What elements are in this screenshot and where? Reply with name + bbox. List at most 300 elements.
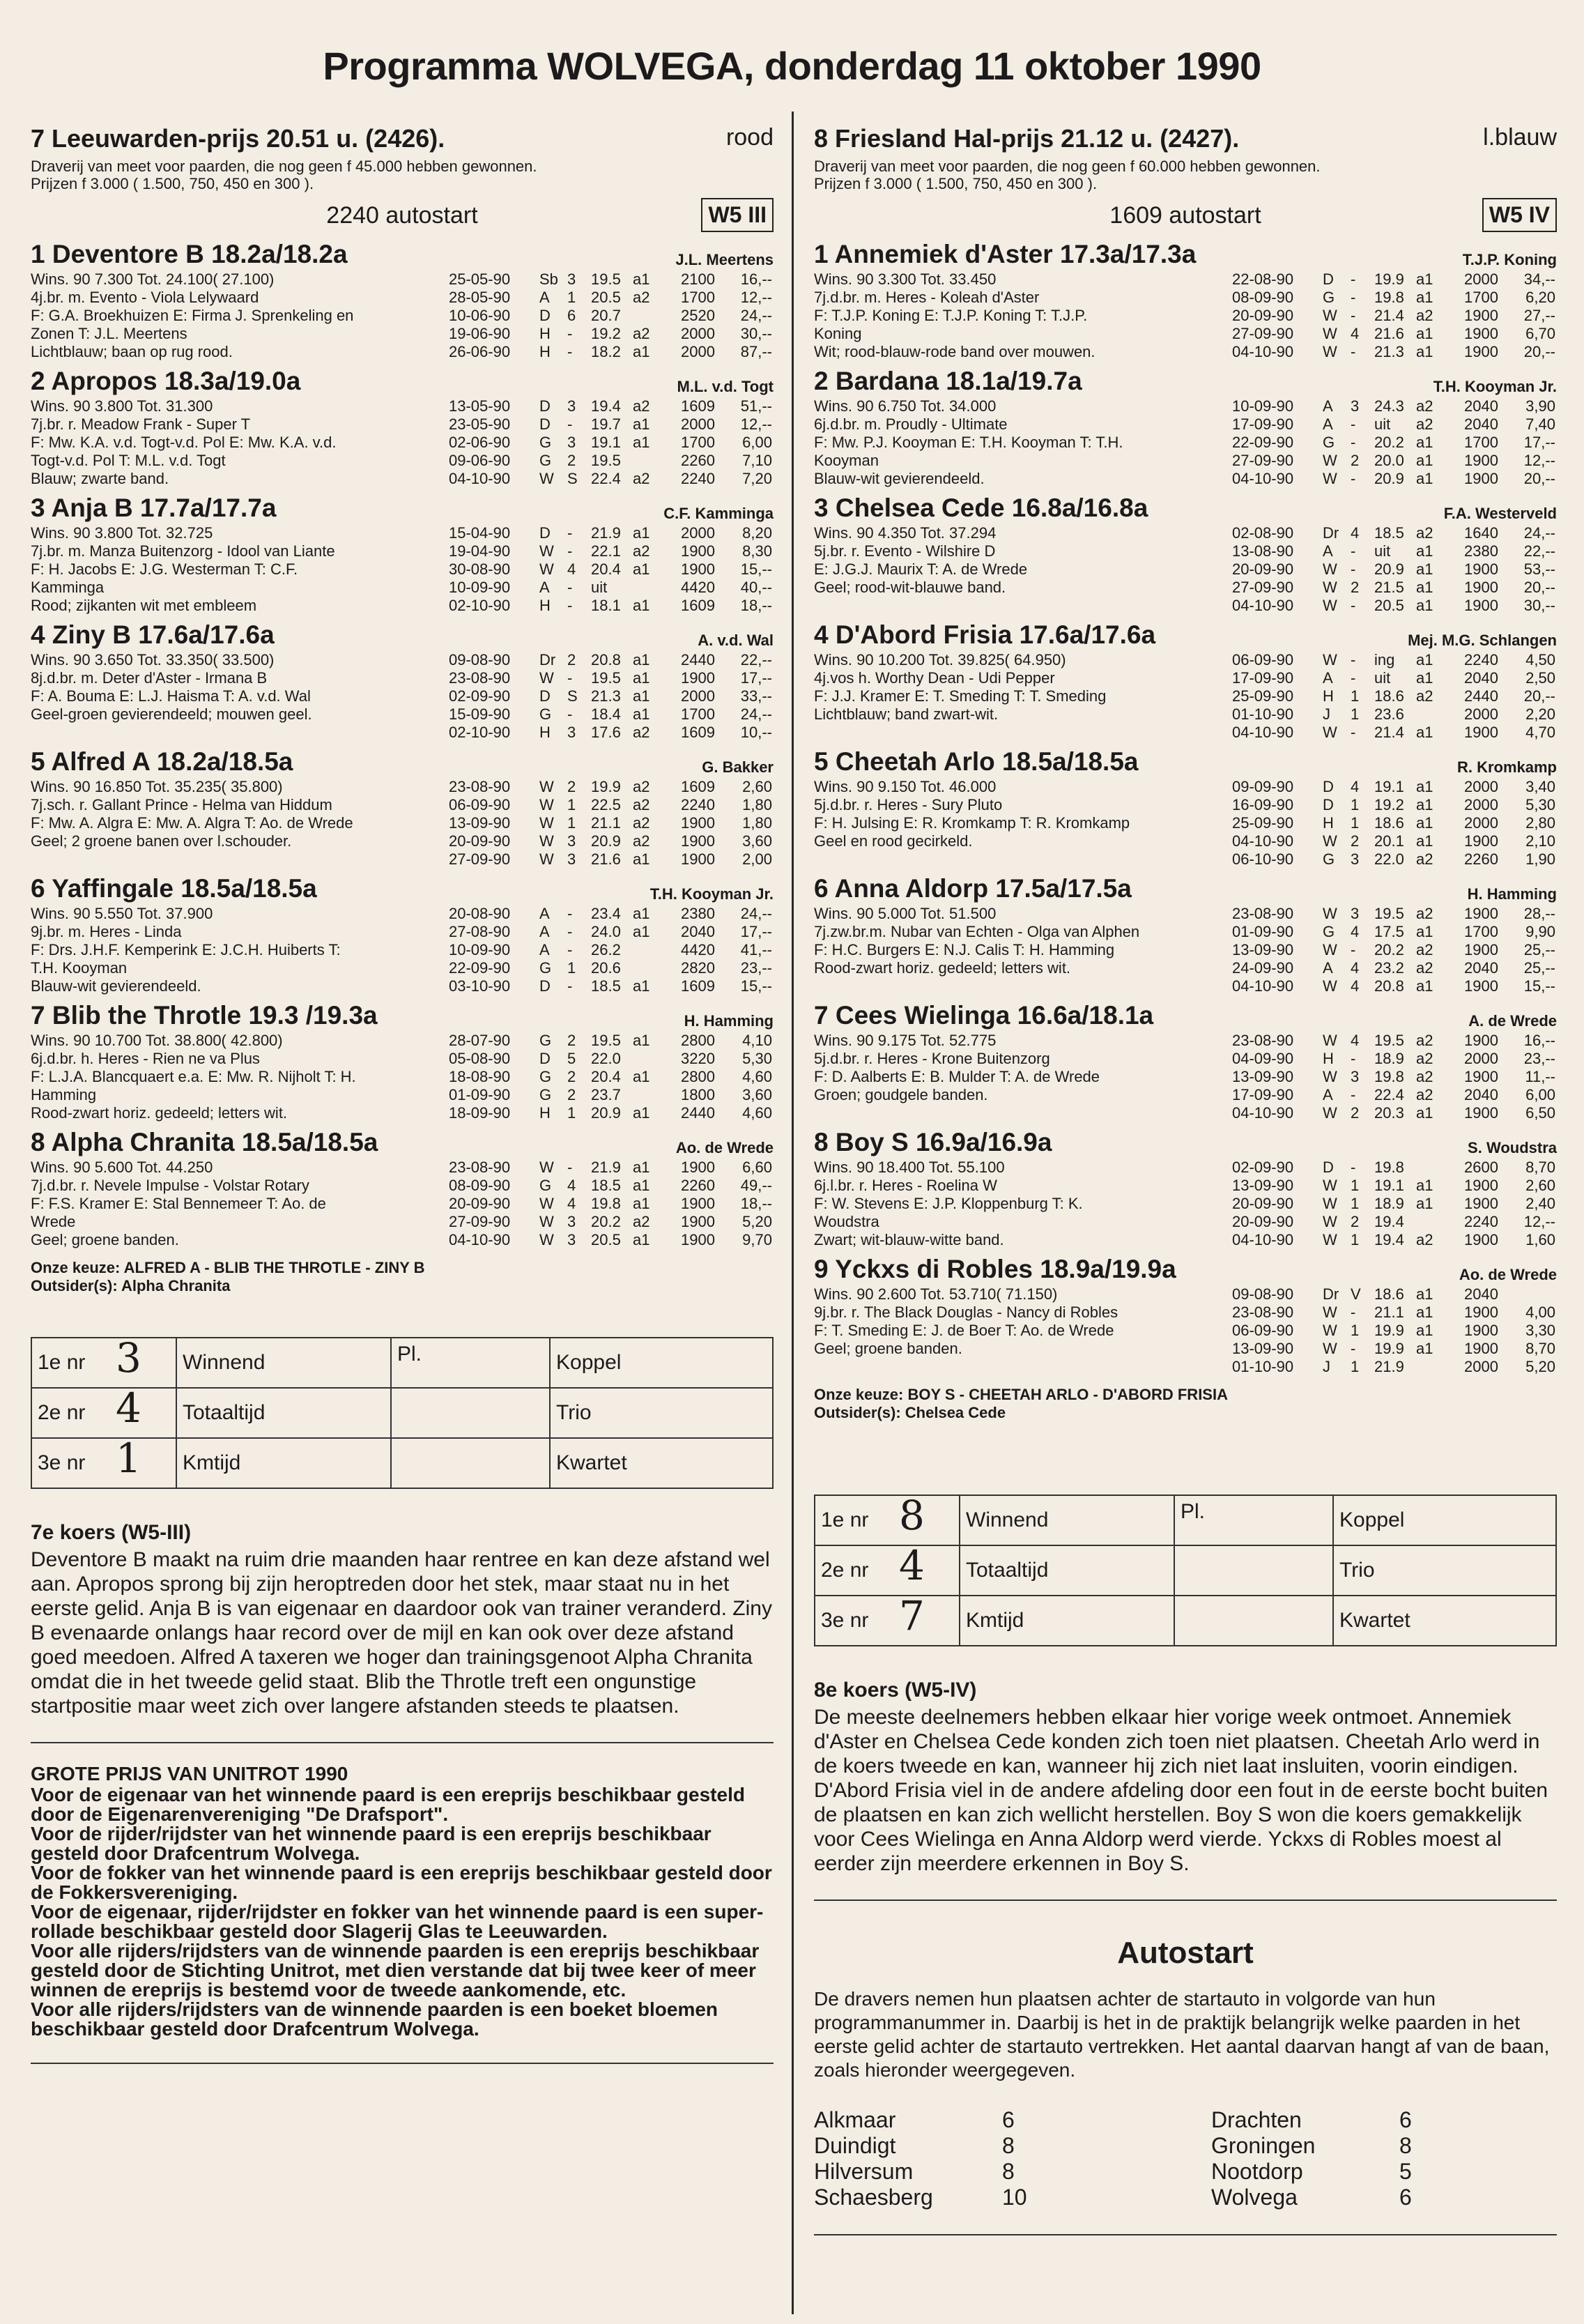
horse-info-line: Wins. 90 10.200 Tot. 39.825( 64.950) [814,651,1066,668]
result-cell: a1 [633,669,650,687]
result-row [1232,470,1555,488]
result-row [449,778,772,796]
result-cell: 2800 [681,1068,715,1085]
result-cell: G [1323,850,1335,868]
result-cell: 03-10-90 [449,977,511,995]
result-row [1232,778,1555,796]
result-row [449,1159,772,1177]
result-cell: a1 [633,1068,650,1085]
result-cell: 10,-- [740,724,772,741]
result-cell: 18.5 [591,977,621,995]
result-cell: W [1323,1304,1337,1321]
result-form [31,1334,774,1489]
race-header [31,124,774,153]
horse-info-line: Togt-v.d. Pol T: M.L. v.d. Togt [31,452,226,469]
autostart-track-list [814,2107,1557,2210]
result-cell: 6 [567,307,576,324]
horse-info-line: F: D. Aalberts E: B. Mulder T: A. de Wrede [814,1068,1100,1085]
result-cell: D [1323,778,1334,795]
result-cell: 20.4 [591,1068,621,1085]
result-cell: 3 [567,850,576,868]
horse-results-table [1232,1032,1555,1122]
result-cell: 1900 [681,1213,715,1230]
result-cell: - [1351,343,1356,360]
horse-info [814,524,1232,615]
horse-body [31,905,774,995]
horse-info-line: F: J.J. Kramer E: T. Smeding T: T. Smeding [814,687,1107,705]
result-cell: 25,-- [1523,959,1555,977]
result-cell: - [1351,415,1356,433]
result-cell: 21.4 [1374,307,1404,324]
result-cell: 06-09-90 [1232,1322,1294,1339]
result-row [449,669,772,687]
place-label [31,1384,176,1438]
result-cell: 26-06-90 [449,343,511,360]
result-cell: W [1323,1177,1337,1194]
result-cell: a2 [1416,941,1433,958]
result-cell: 1900 [1464,1231,1498,1248]
horse-results-table [449,905,772,995]
result-cell: a1 [1416,597,1433,614]
result-cell: 10-09-90 [449,579,511,596]
result-cell: 2 [567,1068,576,1085]
result-cell: W [1323,560,1337,578]
result-cell: 20-08-90 [449,905,511,922]
result-cell: J [1323,705,1330,723]
page-title: Programma WOLVEGA, donderdag 11 oktober 1990 [323,44,1261,88]
result-row [1232,560,1555,579]
result-cell: 23.4 [591,905,621,922]
horse-body [814,905,1557,995]
result-type: Kmtijd [176,1438,391,1488]
horse-info-line: Koning [814,325,862,342]
result-cell: 2040 [1464,415,1498,433]
result-row [1232,325,1555,343]
handwritten-number: 4 [116,1384,141,1432]
horse-info-line: Rood; zijkanten wit met embleem [31,597,257,614]
result-cell: W [539,796,554,813]
result-cell: W [539,1213,554,1230]
result-cell: - [567,941,573,958]
result-cell: 6,20 [1525,289,1555,306]
result-cell: a2 [1416,524,1433,542]
horse-entry [31,747,774,869]
result-cell: 19.2 [1374,796,1404,813]
bet-type: Koppel [550,1338,773,1388]
horse-name: 5 Alfred A 18.2a/18.5a [31,747,293,776]
race-prizes: Prijzen f 3.000 ( 1.500, 750, 450 en 300 ). [31,175,314,192]
bet-type: Trio [550,1388,773,1438]
horse-info-line: Wins. 90 9.150 Tot. 46.000 [814,778,997,795]
horse-entry [31,367,774,488]
result-cell: 12,-- [740,289,772,306]
track-cell: 5 [1399,2159,1412,2184]
result-cell: ing [1374,651,1395,668]
result-cell: a1 [633,1177,650,1194]
horse-info-line: Blauw-wit gevierendeeld. [814,470,985,487]
horse-info-line: 5j.d.br. r. Heres - Sury Pluto [814,796,1003,813]
horse-name: 6 Yaffingale 18.5a/18.5a [31,874,317,903]
result-cell: 18.6 [1374,687,1404,705]
result-cell: W [1323,579,1337,596]
horse-name: 4 D'Abord Frisia 17.6a/17.6a [814,620,1156,649]
result-cell: 22.0 [591,1050,621,1067]
horse-body [814,524,1557,615]
result-cell: 20-09-90 [1232,1195,1294,1212]
result-row [449,1104,772,1122]
result-row [1232,397,1555,415]
result-cell: a1 [1416,651,1433,668]
result-row [449,1032,772,1050]
result-cell: 2240 [681,470,715,487]
result-cell: 21.4 [1374,724,1404,741]
result-cell: a2 [633,832,650,850]
horse-name: 8 Alpha Chranita 18.5a/18.5a [31,1128,378,1156]
result-row [449,796,772,814]
horse-body [31,778,774,869]
result-cell: a2 [633,470,650,487]
result-cell: - [567,325,573,342]
result-row [1232,1086,1555,1104]
result-cell: 1,60 [1525,1231,1555,1248]
result-cell: 24,-- [1523,524,1555,542]
result-cell: 3,60 [742,832,772,850]
result-cell: 04-10-90 [1232,597,1294,614]
result-cell: a2 [633,724,650,741]
handwritten-number: 4 [899,1542,925,1589]
race-8-column [814,124,1557,2235]
result-cell: 23-08-90 [1232,905,1294,922]
result-cell: W [1323,1322,1337,1339]
horse-results-table [1232,651,1555,742]
result-cell: 19.5 [591,452,621,469]
result-cell: 09-06-90 [449,452,511,469]
result-row [1232,270,1555,289]
result-row [449,289,772,307]
horse-info [814,1285,1232,1376]
result-cell: uit [591,579,608,596]
result-cell: 30,-- [1523,597,1555,614]
horse-name: 2 Bardana 18.1a/19.7a [814,367,1082,395]
result-cell: A [1323,415,1333,433]
result-cell: 20,-- [1523,579,1555,596]
horse-info [814,270,1232,361]
result-cell: 4 [1351,1032,1360,1049]
result-cell: 19.5 [591,270,621,288]
result-cell: 19.8 [591,1195,621,1212]
result-cell: J [1323,1358,1330,1375]
result-cell: a1 [633,524,650,542]
result-cell: 27-09-90 [449,1213,511,1230]
result-row [1232,724,1555,742]
result-row [1232,832,1555,850]
result-cell: 18.6 [1374,1285,1404,1303]
result-row [1232,687,1555,705]
result-cell: 1700 [681,705,715,723]
race-distance: 1609 autostart [1109,202,1261,229]
track-cell: Wolvega [1211,2185,1298,2210]
horse-info [31,524,449,615]
result-cell: 20,-- [1523,343,1555,360]
horse-entry [814,747,1557,869]
result-cell: W [1323,307,1337,324]
result-cell: W [539,1231,554,1248]
result-row [449,941,772,959]
result-cell: H [539,325,551,342]
result-cell: H [539,724,551,741]
horse-results-table [1232,270,1555,361]
horse-info [31,1159,449,1249]
result-cell: 21.1 [1374,1304,1404,1321]
horse-body [31,524,774,615]
result-cell: a1 [633,1195,650,1212]
horse-info-line: Wins. 90 7.300 Tot. 24.100( 27.100) [31,270,275,288]
result-cell: S [567,687,578,705]
result-cell: a1 [1416,452,1433,469]
result-cell: 20.9 [1374,560,1404,578]
result-cell: 1 [1351,1322,1360,1339]
result-cell: a1 [1416,1104,1433,1122]
result-cell: 24-09-90 [1232,959,1294,977]
result-cell: 13-09-90 [1232,1177,1294,1194]
result-cell: 19.8 [1374,1159,1404,1176]
result-row [449,687,772,705]
handwritten-number: 7 [899,1592,925,1639]
result-cell: G [539,1177,552,1194]
horse-info-line: Lichtblauw; band zwart-wit. [814,705,999,723]
horse-entry [31,240,774,361]
horse-entry [31,874,774,995]
horse-info [814,778,1232,869]
track-cell: Duindigt [814,2133,896,2158]
result-cell: a1 [1416,343,1433,360]
place-column [391,1438,550,1488]
horse-info-line: 9j.br. m. Heres - Linda [31,923,182,940]
result-cell: Dr [1323,1285,1339,1303]
result-cell: 13-08-90 [1232,542,1294,560]
result-cell: 27,-- [1523,307,1555,324]
result-cell: 23-08-90 [449,669,511,687]
result-cell: - [1351,597,1356,614]
race-condition: Draverij van meet voor paarden, die nog geen f 60.000 hebben gewonnen. [814,158,1321,175]
result-cell: a2 [633,1213,650,1230]
result-cell: 2000 [681,687,715,705]
result-cell: a1 [633,1104,650,1122]
horse-info-line: Kamminga [31,579,105,596]
race-condition: Draverij van meet voor paarden, die nog geen f 45.000 hebben gewonnen. [31,158,537,175]
result-cell: 19.5 [591,1032,621,1049]
track-cell: 6 [1399,2185,1412,2210]
result-cell: 27-09-90 [1232,452,1294,469]
result-cell: 2 [567,651,576,668]
result-cell: W [539,470,554,487]
track-cell: Alkmaar [814,2107,896,2132]
result-cell: - [567,597,573,614]
result-cell: 20.5 [1374,597,1404,614]
result-cell: W [1323,1032,1337,1049]
result-cell: H [539,1104,551,1122]
horse-body [814,778,1557,869]
place-number-label: 3e nr [821,1609,869,1632]
result-cell: D [1323,796,1334,813]
result-cell: a1 [1416,560,1433,578]
section-rule [814,2234,1557,2235]
horse-info-line: 5j.br. r. Evento - Wilshire D [814,542,996,560]
result-cell: 2040 [1464,1285,1498,1303]
result-cell: 19.5 [1374,905,1404,922]
result-cell: Dr [539,651,556,668]
horse-name: 7 Blib the Throtle 19.3 /19.3a [31,1001,378,1030]
result-row [1232,415,1555,434]
our-choice [814,1386,1557,1422]
result-cell: 25,-- [1523,941,1555,958]
result-cell: 02-09-90 [1232,1159,1294,1176]
result-cell: H [539,597,551,614]
horse-info-line: Lichtblauw; baan op rug rood. [31,343,233,360]
result-cell: 17-09-90 [1232,415,1294,433]
result-cell: 2800 [681,1032,715,1049]
result-cell: a1 [633,1231,650,1248]
result-cell: 28-07-90 [449,1032,511,1049]
result-cell: 1609 [681,977,715,995]
horse-info-line: Wins. 90 5.600 Tot. 44.250 [31,1159,213,1176]
result-row [449,1050,772,1068]
result-row [449,923,772,941]
horse-name: 4 Ziny B 17.6a/17.6a [31,620,275,649]
result-cell: 1900 [1464,941,1498,958]
result-cell: 33,-- [740,687,772,705]
race-preview-title: 7e koers (W5-III) [31,1521,192,1544]
result-cell: 20.5 [591,289,621,306]
result-cell: 19.1 [591,434,621,451]
result-cell: W [1323,470,1337,487]
result-cell: a1 [633,705,650,723]
result-cell: 1700 [681,434,715,451]
horse-name: 2 Apropos 18.3a/19.0a [31,367,301,395]
horse-info-line: Wins. 90 5.000 Tot. 51.500 [814,905,997,922]
result-cell: 20.3 [1374,1104,1404,1122]
result-cell: 19.1 [1374,778,1404,795]
result-cell: A [539,579,550,596]
choice-line: Onze keuze: BOY S - CHEETAH ARLO - D'ABORD FRISIA [814,1386,1228,1403]
result-cell: 01-10-90 [1232,705,1294,723]
result-cell: 2000 [1464,1358,1498,1375]
result-cell: 20.2 [1374,941,1404,958]
result-row [1232,1322,1555,1340]
result-cell: 18.6 [1374,814,1404,832]
result-cell: 04-10-90 [1232,343,1294,360]
result-cell: H [1323,814,1334,832]
horse-info-line: Zwart; wit-blauw-witte band. [814,1231,1004,1248]
result-cell: 1900 [1464,307,1498,324]
result-row [449,452,772,470]
result-cell: G [539,1032,552,1049]
handwritten-number: 8 [899,1492,925,1539]
result-cell: W [539,1159,554,1176]
result-cell: 1900 [681,542,715,560]
result-cell: 01-09-90 [449,1086,511,1103]
result-type: Winnend [176,1338,391,1388]
result-cell: a1 [633,597,650,614]
result-cell: 5,20 [1525,1358,1555,1375]
start-row [814,195,1557,234]
result-cell: 22,-- [1523,542,1555,560]
result-cell: W [539,560,554,578]
result-cell: 04-10-90 [1232,832,1294,850]
horse-body [31,397,774,488]
result-cell: 3 [1351,905,1360,922]
result-cell: 2000 [681,343,715,360]
race-prizes: Prijzen f 3.000 ( 1.500, 750, 450 en 300 ). [814,175,1098,192]
result-cell: 19.5 [1374,1032,1404,1049]
result-cell: 1900 [1464,325,1498,342]
result-cell: 01-09-90 [1232,923,1294,940]
result-cell: 1609 [681,778,715,795]
grand-prix-paragraph: Voor de rijder/rijdster van het winnende paard is een ereprijs beschikbaar gesteld door Drafcentrum Wolvega. [31,1823,712,1864]
place-label [815,1492,960,1545]
result-cell: 17,-- [740,923,772,940]
result-cell: G [1323,434,1335,451]
result-form-row [31,1438,773,1488]
result-cell: 20-09-90 [1232,307,1294,324]
horse-results-table [449,397,772,488]
outsider-line: Outsider(s): Alpha Chranita [31,1277,231,1294]
result-cell: 41,-- [740,941,772,958]
result-cell: 24.0 [591,923,621,940]
place-number-label: 2e nr [821,1559,869,1582]
race-7-column [31,124,774,2064]
result-cell: W [1323,977,1337,995]
result-row [449,959,772,977]
result-cell: 4 [1351,778,1360,795]
autostart-text: De dravers nemen hun plaatsen achter de startauto in volgorde van hun programmanummer in. Daarbij is het in de praktijk belangrijk welke paarden in het eerste gelid achter de startauto vertrekken. Het aantal daarvan hangt af van de baan, zoals hieronder weergegeven. [814,1988,1550,2081]
result-row [1232,1050,1555,1068]
horse-info [814,397,1232,488]
result-cell: 18.9 [1374,1195,1404,1212]
result-cell: a1 [1416,832,1433,850]
result-cell: a1 [1416,669,1433,687]
bet-type: Kwartet [1333,1596,1556,1646]
horse-info-line: 6j.d.br. h. Heres - Rien ne va Plus [31,1050,260,1067]
result-cell: 02-08-90 [1232,524,1294,542]
horse-entry [31,494,774,615]
result-form-row [815,1545,1556,1596]
result-cell: 1 [1351,1195,1360,1212]
result-cell: 2 [1351,1104,1360,1122]
result-cell: 2 [1351,1213,1360,1230]
result-type: Totaaltijd [960,1545,1174,1596]
horse-header [31,1128,774,1157]
result-cell: 22.1 [591,542,621,560]
result-cell: 18.2 [591,343,621,360]
result-cell: 20,-- [1523,687,1555,705]
horse-info [31,651,449,742]
result-cell: - [1351,1304,1356,1321]
result-cell: 20.8 [591,651,621,668]
result-cell: W [1323,1231,1337,1248]
horse-info-line: Groen; goudgele banden. [814,1086,988,1103]
result-cell: a1 [633,1032,650,1049]
result-cell: 1900 [1464,560,1498,578]
race-distance: 2240 autostart [326,202,478,229]
horse-info-line: 9j.br. r. The Black Douglas - Nancy di Robles [814,1304,1118,1321]
result-row [1232,343,1555,361]
result-cell: 22.4 [591,470,621,487]
horse-trainer: T.H. Kooyman Jr. [1433,378,1557,395]
result-cell: 16-09-90 [1232,796,1294,813]
result-cell: 01-10-90 [1232,1358,1294,1375]
result-cell: a2 [633,289,650,306]
